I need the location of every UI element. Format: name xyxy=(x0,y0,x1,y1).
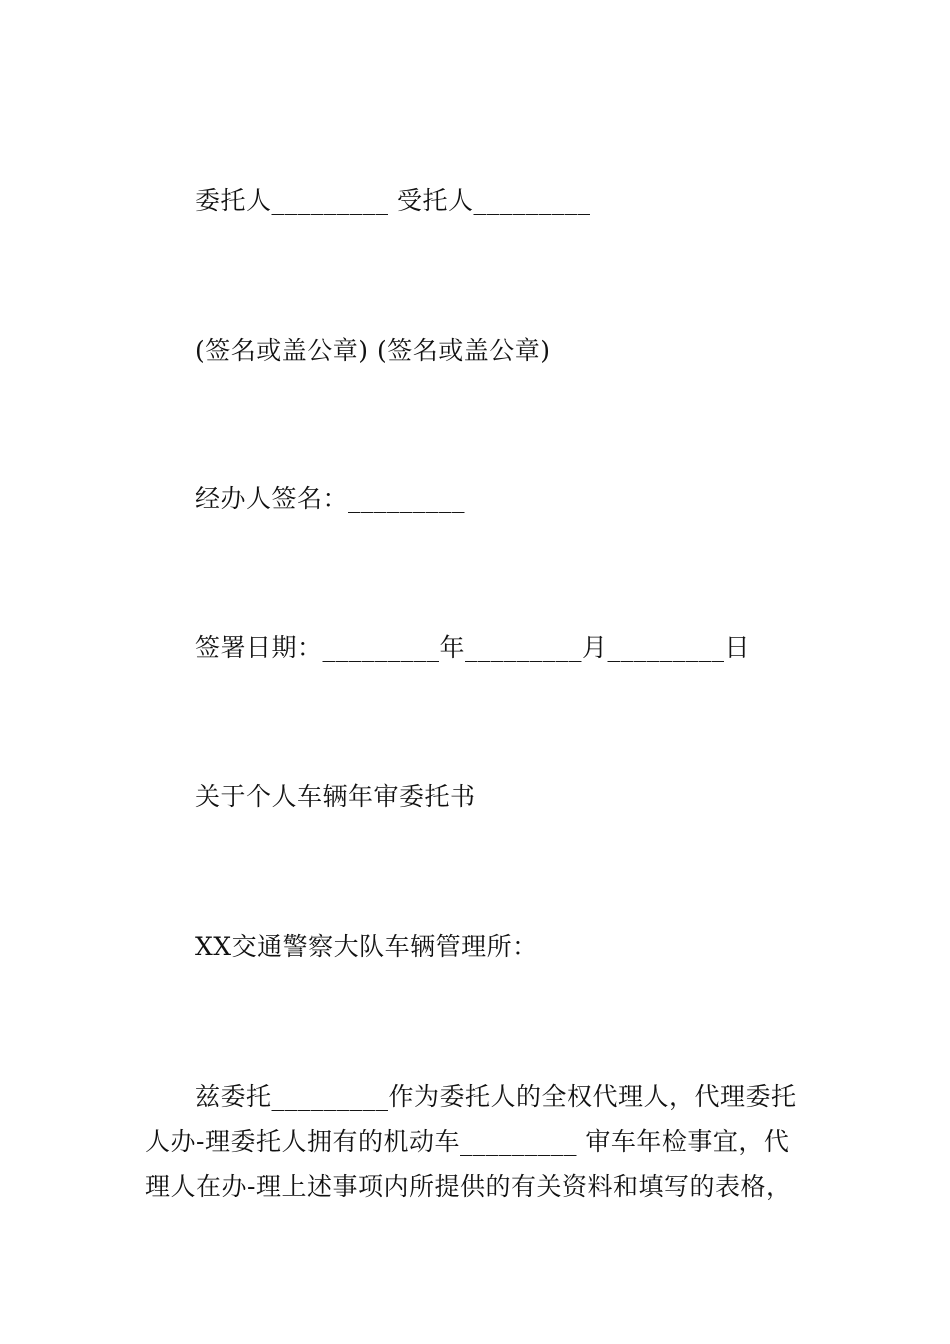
body-paragraph xyxy=(145,1074,810,1209)
body-line: 兹委托_________作为委托人的全权代理人，代理委托 xyxy=(195,1082,797,1111)
signature-line: 委托人_________ 受托人_________ xyxy=(195,186,591,215)
handler-signature-line: 经办人签名：_________ xyxy=(195,484,466,513)
body-line: 人办-理委托人拥有的机动车_________ 审车年检事宜，代 xyxy=(145,1127,790,1156)
document-title: 关于个人车辆年审委托书 xyxy=(195,782,476,811)
body-line: 理人在办-理上述事项内所提供的有关资料和填写的表格， xyxy=(145,1172,792,1201)
addressee-line: XX交通警察大队车辆管理所： xyxy=(195,932,538,961)
seal-line: (签名或盖公章) (签名或盖公章) xyxy=(195,336,551,365)
signing-date-line: 签署日期：_________年_________月_________日 xyxy=(195,633,751,662)
